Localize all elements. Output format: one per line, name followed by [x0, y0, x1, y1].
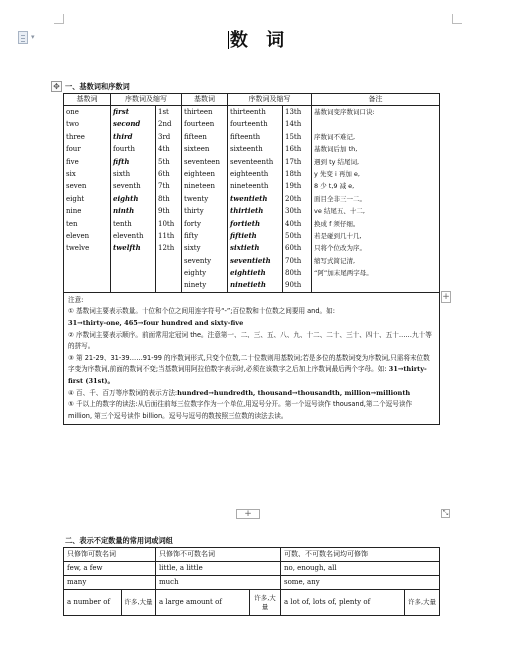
- table-cell: nineteenth: [230, 182, 269, 191]
- table-cell: 11th: [158, 231, 175, 240]
- table-cell: eightieth: [230, 268, 266, 278]
- table-row: [64, 590, 440, 616]
- note-4-text: ④ 百、千、百万等序数词的表示方法:: [68, 388, 178, 397]
- table-cell: thirteenth: [230, 108, 266, 116]
- table-cell: fourteenth: [230, 120, 268, 129]
- table-cell: twentieth: [230, 193, 268, 203]
- table-move-handle-icon[interactable]: ✥: [51, 81, 62, 92]
- table-cell: one: [66, 108, 79, 116]
- remark-line: “阿”加末尾两字母。: [314, 269, 373, 278]
- right-abbr-column: [283, 106, 312, 293]
- left-ordinal-column: [111, 106, 156, 293]
- cell: few, a few: [64, 562, 156, 576]
- remark-line: 序数词不难记,: [314, 132, 356, 141]
- table-cell: second: [113, 119, 141, 129]
- text-cursor: [228, 31, 229, 49]
- table-cell: eighteen: [184, 169, 215, 178]
- page-title[interactable]: [0, 26, 518, 52]
- table-cell: 13th: [285, 108, 302, 116]
- table-cell: 19th: [285, 182, 302, 191]
- cell-meaning: 许多,大量: [250, 590, 281, 616]
- table-cell: fiftieth: [230, 230, 257, 240]
- note-3: [68, 353, 435, 388]
- remarks-column: [312, 106, 440, 293]
- remark-line: 缩写式简记清,: [314, 256, 356, 265]
- remark-line: 基数词变序数词口诀:: [314, 108, 375, 116]
- table-cell: six: [66, 169, 76, 178]
- table-cell: fortieth: [230, 218, 261, 228]
- cell: no, enough, all: [281, 562, 440, 576]
- table-cell: twenty: [184, 194, 209, 203]
- table-cell: 9th: [158, 207, 170, 216]
- remark-line: 基数词后加 th,: [314, 145, 358, 154]
- table-cell: 3rd: [158, 132, 171, 141]
- table-row: [64, 562, 440, 576]
- note-3-text: ③ 第 21-29、31-39……91-99 的序数词形式,只变个位数,二十位数则用基数词;若是多位的基数词变为序数词,只需将末位数字变为序数词,前面的数词不变;当基数词用阿拉伯数字表示时,必须在该数字之后加上序数词最后两个字母。如:: [68, 353, 430, 374]
- note-1-example: 31→thirty-one, 465→four hundred and sixty-five: [68, 319, 244, 328]
- add-row-button[interactable]: +: [236, 509, 260, 519]
- table-cell: 7th: [158, 182, 170, 191]
- table-cell: thirty: [184, 207, 204, 216]
- quantifiers-table: [63, 547, 440, 616]
- table-cell: thirteen: [184, 108, 213, 116]
- table-cell: fourth: [113, 145, 135, 154]
- table-cell: sixtieth: [230, 243, 260, 253]
- table-cell: fifty: [184, 231, 199, 240]
- table-cell: twelve: [66, 244, 90, 253]
- table-cell: nineteen: [184, 182, 216, 191]
- table-cell: nine: [66, 207, 82, 216]
- table-cell: ten: [66, 219, 78, 228]
- note-4: [68, 388, 435, 400]
- table-cell: 12th: [158, 244, 175, 253]
- remark-line: 遇到 ty 结尾词,: [314, 157, 360, 166]
- header-ordinal: 序数词及缩写: [111, 94, 182, 106]
- table-cell: thirtieth: [230, 206, 264, 216]
- table-cell: fifth: [113, 156, 130, 166]
- table-cell: 30th: [285, 207, 302, 216]
- left-abbr-column: [156, 106, 182, 293]
- table-cell: 8th: [158, 194, 170, 203]
- table-cell: fourteen: [184, 120, 215, 129]
- header-remarks: 备注: [312, 94, 440, 106]
- note-3-example: 31→thirty-first (31st)。: [68, 365, 427, 386]
- remark-line: 若是碰到几十几,: [314, 231, 362, 240]
- right-cardinal-column: [182, 106, 228, 293]
- header-ordinal: 序数词及缩写: [228, 94, 312, 106]
- numbers-row: [64, 106, 440, 293]
- table-cell: four: [66, 145, 81, 154]
- remark-line: 8 少 t,9 减 e,: [314, 182, 355, 191]
- notes-row: [64, 292, 440, 425]
- title-text: 数 词: [229, 30, 291, 51]
- remark-line: y 先变 i 再加 e,: [314, 169, 360, 178]
- remark-line: 换成 f 须仔细。: [314, 219, 360, 228]
- notes-cell: [64, 292, 440, 425]
- crop-mark-top-left: [54, 14, 64, 24]
- table-cell: 6th: [158, 169, 170, 178]
- header-cardinal: 基数词: [64, 94, 111, 106]
- table-cell: forty: [184, 219, 201, 228]
- cell: some, any: [281, 576, 440, 590]
- cell: many: [64, 576, 156, 590]
- table-cell: 1st: [158, 108, 169, 116]
- section-heading-quantifiers: 二、表示不定数量的常用词或词组: [65, 536, 173, 545]
- remark-line: 面目全非三一二。: [314, 194, 366, 203]
- table-cell: fifteen: [184, 132, 207, 141]
- table-cell: 5th: [158, 157, 170, 166]
- cell-meaning: 许多,大量: [122, 590, 156, 616]
- table-cell: three: [66, 132, 85, 141]
- table-cell: 14th: [285, 120, 302, 129]
- table-cell: sixteenth: [230, 145, 263, 154]
- crop-mark-top-right: [452, 14, 462, 24]
- right-ordinal-column: [228, 106, 283, 293]
- table-cell: 16th: [285, 145, 302, 154]
- cell: a lot of, lots of, plenty of: [281, 590, 405, 616]
- table-resize-handle-icon[interactable]: ⤡: [442, 509, 449, 517]
- table-header-row: [64, 94, 440, 106]
- table-cell: ninety: [184, 281, 207, 290]
- remark-line: 只将个位改为序。: [314, 244, 366, 253]
- note-4-example: hundred→hundredth, thousand→thousandth, million→millionth: [177, 388, 411, 397]
- header-uncountable: 只修饰不可数名词: [156, 548, 281, 562]
- cell: a number of: [64, 590, 122, 616]
- remark-line: ve 结尾五、十二,: [314, 207, 365, 216]
- chevron-down-icon: ▾: [31, 33, 35, 41]
- table-cell: seventeenth: [230, 157, 274, 166]
- section-heading-numerals: 一、基数词和序数词: [65, 82, 130, 91]
- remark-line: [314, 118, 437, 130]
- cell-meaning: 许多,大量: [405, 590, 440, 616]
- numerals-table: [63, 93, 440, 425]
- table-cell: fifteenth: [230, 132, 261, 141]
- table-cell: eleven: [66, 231, 90, 240]
- table-cell: eighty: [184, 269, 207, 278]
- table-cell: sixty: [184, 244, 201, 253]
- table-cell: eight: [66, 194, 85, 203]
- table-cell: seventh: [113, 182, 141, 191]
- table-cell: eleventh: [113, 231, 144, 240]
- note-2: ② 序数词主要表示顺序。前面常用定冠词 the。注意第一、二、三、五、八、九、十二、二十、三十、四十、五十……九十等的拼写。: [68, 330, 432, 351]
- table-cell: 2nd: [158, 120, 172, 129]
- table-cell: 20th: [285, 194, 302, 203]
- table-cell: 15th: [285, 132, 302, 141]
- table-cell: tenth: [113, 219, 132, 228]
- table-cell: 4th: [158, 145, 170, 154]
- table-cell: seventeen: [184, 157, 220, 166]
- note-5: ⑤ 千以上的数字的读法:从后面往前每三位数字作为一个单位,用逗号分开。第一个逗号读作 thousand,第二个逗号读作 million, 第三个逗号读作 billion。逗号与逗号的数按照三位数的读法去读。: [68, 400, 413, 420]
- table-cell: five: [66, 157, 79, 166]
- table-cell: 10th: [158, 219, 175, 228]
- table-cell: eighth: [113, 193, 139, 203]
- table-cell: ninetieth: [230, 280, 266, 290]
- note-1: ① 基数词主要表示数量。十位和个位之间用连字符号“-”;百位数和十位数之间要用 and。如:: [68, 307, 335, 316]
- quantifiers-header-row: [64, 548, 440, 562]
- notes-label: 注意:: [68, 295, 84, 304]
- table-cell: sixteen: [184, 145, 210, 154]
- left-cardinal-column: [64, 106, 111, 293]
- table-cell: 90th: [285, 281, 302, 290]
- table-cell: seven: [66, 182, 87, 191]
- header-both: 可数、不可数名词均可修饰: [281, 548, 440, 562]
- table-cell: 80th: [285, 269, 302, 278]
- table-cell: 17th: [285, 157, 302, 166]
- table-cell: sixth: [113, 169, 131, 178]
- table-cell: eighteenth: [230, 169, 269, 178]
- table-cell: two: [66, 120, 80, 129]
- table-cell: twelfth: [113, 243, 141, 253]
- table-cell: 70th: [285, 256, 302, 265]
- header-cardinal: 基数词: [182, 94, 228, 106]
- header-countable: 只修饰可数名词: [64, 548, 156, 562]
- table-cell: ninth: [113, 206, 135, 216]
- table-cell: 40th: [285, 219, 302, 228]
- cell: much: [156, 576, 281, 590]
- cell: a large amount of: [156, 590, 250, 616]
- table-row: [64, 576, 440, 590]
- add-column-button[interactable]: +: [442, 292, 450, 302]
- table-cell: 18th: [285, 169, 302, 178]
- table-cell: seventy: [184, 256, 212, 265]
- table-cell: 60th: [285, 244, 302, 253]
- cell: little, a little: [156, 562, 281, 576]
- table-cell: 50th: [285, 231, 302, 240]
- table-cell: third: [113, 131, 133, 141]
- table-cell: seventieth: [230, 255, 271, 265]
- table-cell: first: [113, 107, 129, 116]
